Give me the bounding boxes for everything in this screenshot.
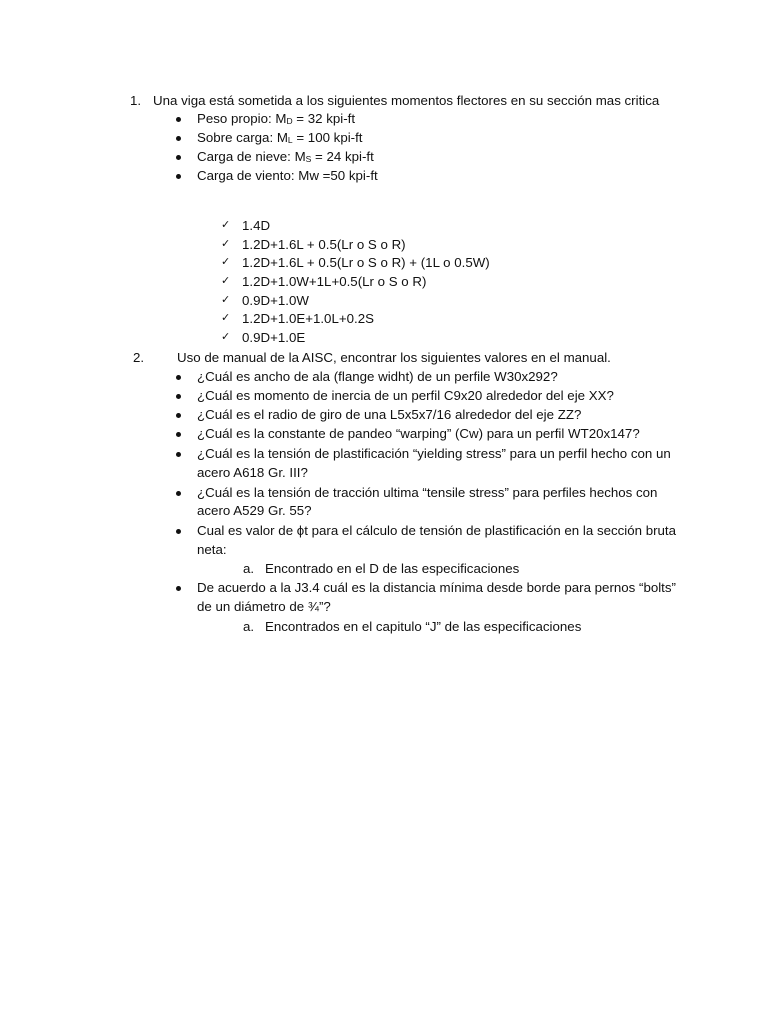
bullet-icon: [176, 155, 181, 160]
section-2-number: 2.: [133, 350, 145, 365]
load-wind: Carga de viento: Mw =50 kpi-ft: [197, 168, 378, 183]
check-icon: ✓: [221, 330, 231, 343]
combination-item: 1.2D+1.6L + 0.5(Lr o S o R) + (1L o 0.5W): [242, 255, 490, 270]
combination-item: 0.9D+1.0W: [242, 293, 309, 308]
question-item: De acuerdo a la J3.4 cuál es la distancia mínima desde borde para pernos “bolts”: [197, 580, 676, 595]
bullet-icon: [176, 452, 181, 457]
check-icon: ✓: [221, 255, 231, 268]
bullet-icon: [176, 491, 181, 496]
bullet-icon: [176, 413, 181, 418]
combination-item: 0.9D+1.0E: [242, 330, 306, 345]
combination-item: 1.2D+1.6L + 0.5(Lr o S o R): [242, 237, 406, 252]
sub-item-text: Encontrado en el D de las especificaciones: [265, 561, 520, 576]
load-live: Sobre carga: $M_L = 100$ kpi-ft: [197, 130, 363, 145]
question-item-continuation: acero A618 Gr. III?: [197, 465, 308, 480]
section-2-title: Uso de manual de la AISC, encontrar los siguientes valores en el manual.: [177, 350, 611, 365]
sub-item-text: Encontrados en el capitulo “J” de las especificaciones: [265, 619, 582, 634]
section-1-number: 1.: [130, 93, 142, 108]
bullet-icon: [176, 136, 181, 141]
check-icon: ✓: [221, 237, 231, 250]
question-item: ¿Cuál es la tensión de plastificación “yielding stress” para un perfil hecho con un: [197, 446, 671, 461]
check-icon: ✓: [221, 311, 231, 324]
combination-item: 1.4D: [242, 218, 271, 233]
combination-item: 1.2D+1.0W+1L+0.5(Lr o S o R): [242, 274, 427, 289]
bullet-icon: [176, 394, 181, 399]
combination-item: 1.2D+1.0E+1.0L+0.2S: [242, 311, 374, 326]
load-dead: Peso propio: $M_D = 32$ kpi-ft: [197, 111, 356, 126]
bullet-icon: [176, 117, 181, 122]
load-snow: Carga de nieve: $M_S = 24$ kpi-ft: [197, 149, 374, 164]
bullet-icon: [176, 432, 181, 437]
question-item: ¿Cuál es momento de inercia de un perfil C9x20 alrededor del eje XX?: [197, 388, 614, 403]
question-item: ¿Cuál es el radio de giro de una L5x5x7/16 alrededor del eje ZZ?: [197, 407, 582, 422]
bullet-icon: [176, 586, 181, 591]
check-icon: ✓: [221, 274, 231, 287]
section-1-title: Una viga está sometida a los siguientes momentos flectores en su sección mas critica: [153, 93, 660, 108]
bullet-icon: [176, 174, 181, 179]
question-item: Cual es valor de ϕt para el cálculo de tensión de plastificación en la sección bruta: [197, 523, 677, 538]
question-item-continuation: acero A529 Gr. 55?: [197, 503, 312, 518]
bullet-icon: [176, 529, 181, 534]
sub-item-marker: a.: [243, 561, 255, 576]
question-item-continuation: de un diámetro de ¾”?: [197, 599, 331, 614]
bullet-icon: [176, 375, 181, 380]
question-item-continuation: neta:: [197, 542, 227, 557]
question-item: ¿Cuál es la tensión de tracción ultima “tensile stress” para perfiles hechos con: [197, 485, 658, 500]
sub-item-marker: a.: [243, 619, 255, 634]
question-item: ¿Cuál es la constante de pandeo “warping” (Cw) para un perfil WT20x147?: [197, 426, 640, 441]
question-item: ¿Cuál es ancho de ala (flange widht) de un perfile W30x292?: [197, 369, 558, 384]
check-icon: ✓: [221, 218, 231, 231]
check-icon: ✓: [221, 293, 231, 306]
